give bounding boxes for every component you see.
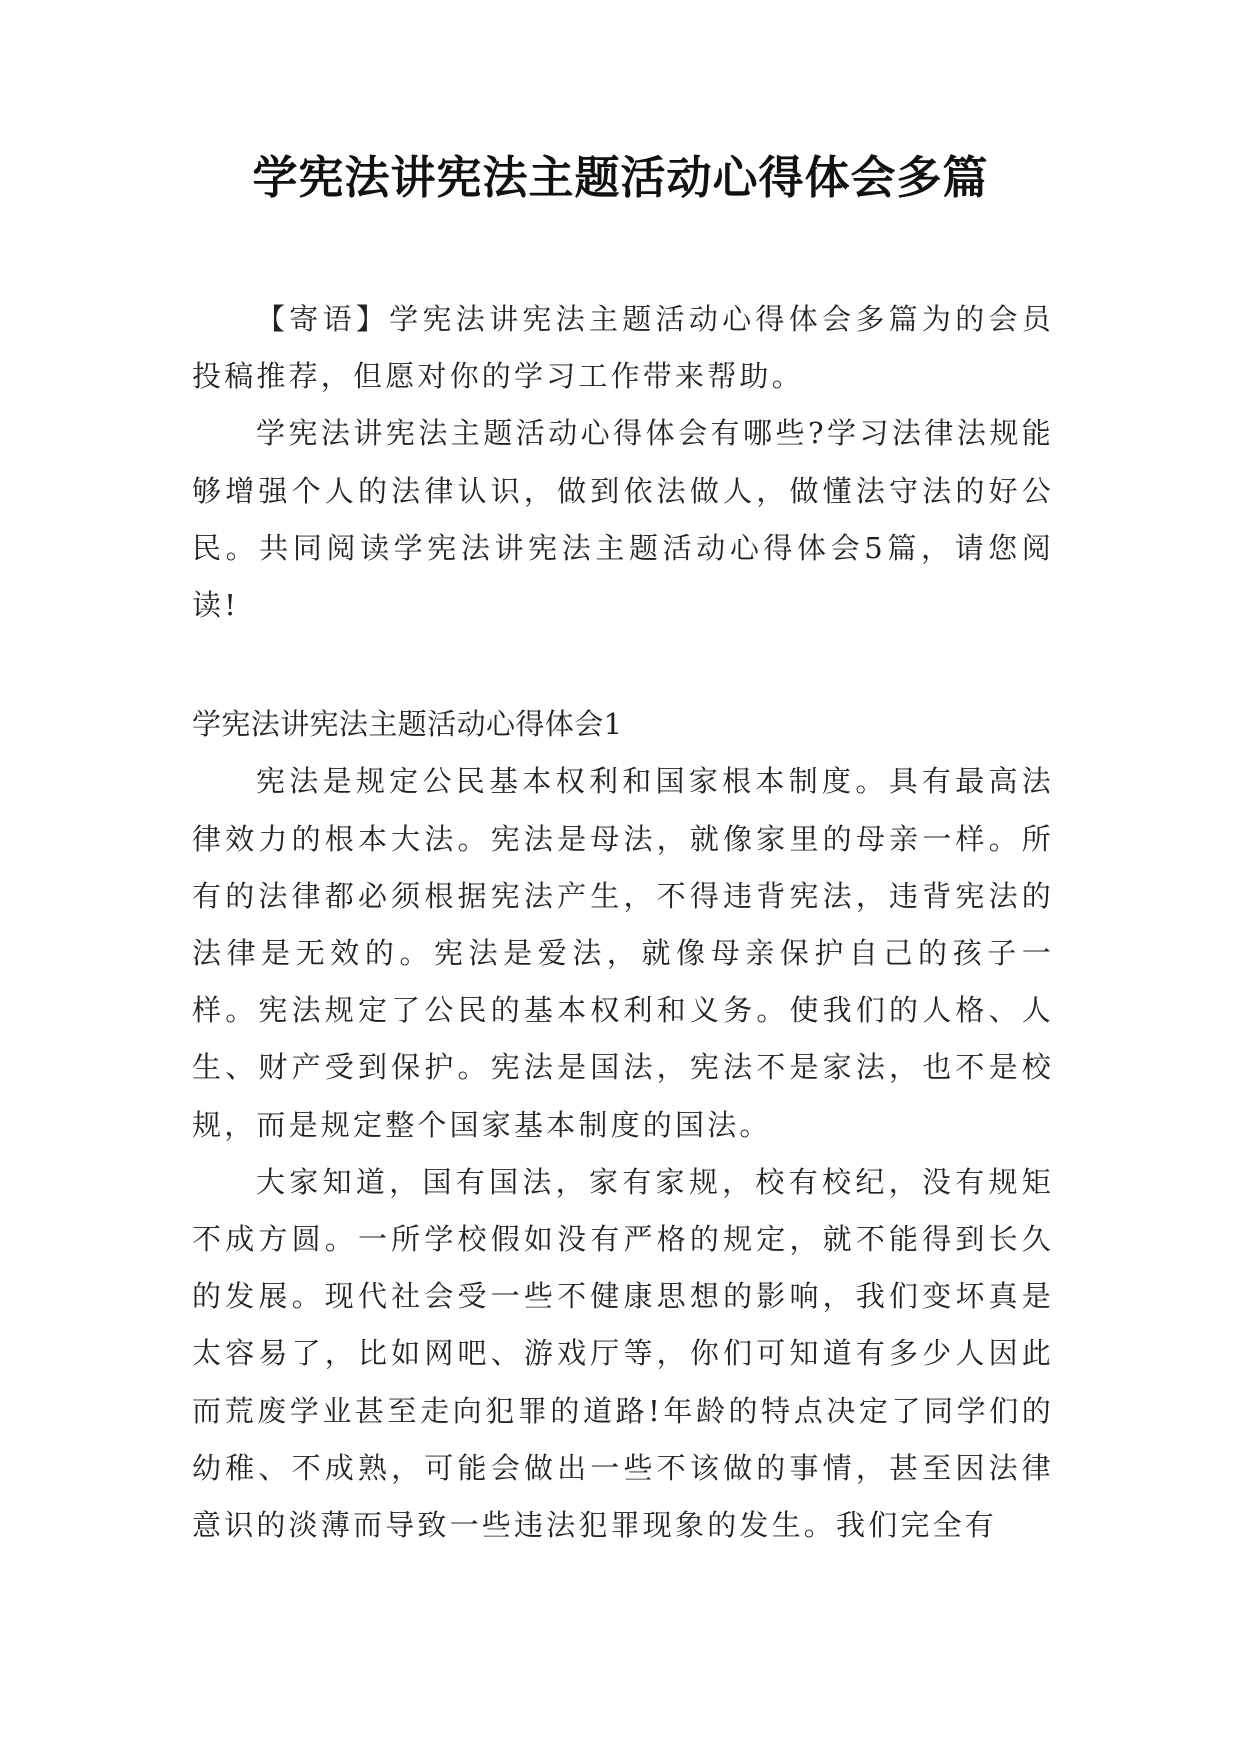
section-paragraph: 宪法是规定公民基本权利和国家根本制度。具有最高法律效力的根本大法。宪法是母法，就像家里的母亲一样。所有的法律都必须根据宪法产生，不得违背宪法，违背宪法的法律是无效的。宪法是爱法，就像母亲保护自己的孩子一样。宪法规定了公民的基本权利和义务。使我们的人格、人生、财产受到保护。宪法是国法，宪法不是家法，也不是校规，而是规定整个国家基本制度的国法。	[192, 764, 1054, 1142]
section-heading: 学宪法讲宪法主题活动心得体会1	[192, 707, 623, 742]
document-body	[192, 291, 1054, 1554]
section-paragraph: 大家知道，国有国法，家有家规，校有校纪，没有规矩不成方圆。一所学校假如没有严格的规定，就不能得到长久的发展。现代社会受一些不健康思想的影响，我们变坏真是太容易了，比如网吧、游戏厅等，你们可知道有多少人因此而荒废学业甚至走向犯罪的道路!年龄的特点决定了同学们的幼稚、不成熟，可能会做出一些不该做的事情，甚至因法律意识的淡薄而导致一些违法犯罪现象的发生。我们完全有	[192, 1164, 1054, 1543]
intro-paragraph: 【寄语】学宪法讲宪法主题活动心得体会多篇为的会员投稿推荐，但愿对你的学习工作带来帮助。	[192, 302, 1054, 394]
section-spacer	[192, 634, 1054, 696]
intro-paragraph: 学宪法讲宪法主题活动心得体会有哪些?学习法律法规能够增强个人的法律认识，做到依法做人，做懂法守法的好公民。共同阅读学宪法讲宪法主题活动心得体会5篇，请您阅读!	[192, 416, 1054, 623]
document-title: 学宪法讲宪法主题活动心得体会多篇	[252, 151, 989, 204]
